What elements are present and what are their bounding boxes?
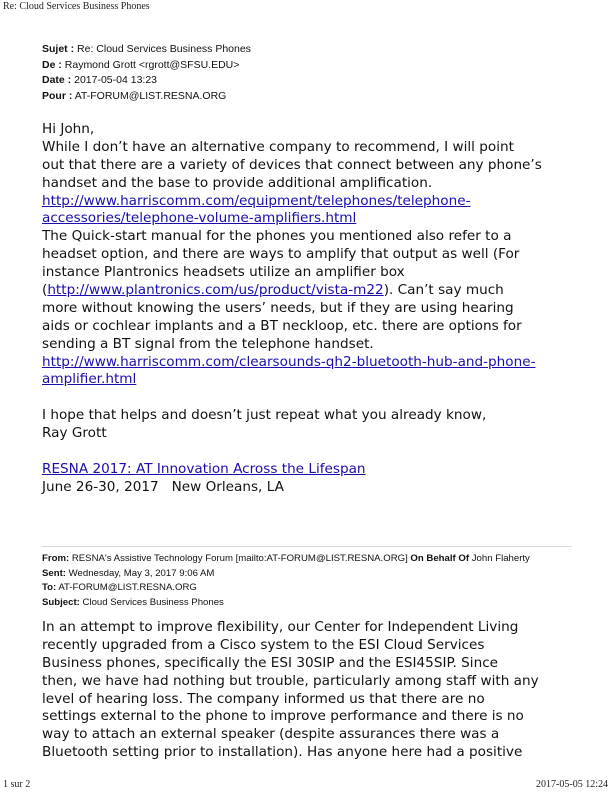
fwd-subject-value: Cloud Services Business Phones (82, 596, 224, 608)
subject-value: Re: Cloud Services Business Phones (77, 43, 251, 55)
fwd-to-value: AT-FORUM@LIST.RESNA.ORG (58, 582, 197, 594)
print-header-title: Re: Cloud Services Business Phones (3, 1, 150, 12)
body-text: ). Can’t say much (383, 282, 504, 299)
body-line: aids or cochlear implants and a BT neckloop, etc. there are options for (42, 317, 522, 334)
forward-divider (42, 546, 572, 547)
date-label: Date : (42, 74, 72, 86)
fwd-from-label: From: (42, 553, 70, 564)
body-line: settings external to the phone to improve performance and there is no (42, 708, 524, 725)
body-line: level of hearing loss. The company informed us that there are no (42, 690, 485, 707)
resna-2017-link[interactable]: RESNA 2017: AT Innovation Across the Lifespan (42, 460, 366, 477)
to-label: Pour : (42, 89, 73, 102)
fwd-behalf-label: On Behalf Of (410, 553, 470, 564)
fwd-subject-label: Subject: (42, 596, 80, 608)
greeting: Hi John, (42, 121, 95, 137)
signature: Ray Grott (42, 425, 107, 442)
fwd-to-label: To: (42, 582, 57, 594)
closing: I hope that helps and doesn’t just repeat what you already know, (42, 407, 487, 424)
body-line: In an attempt to improve flexibility, our Center for Independent Living (42, 619, 519, 635)
email-header (42, 42, 251, 104)
body-line: While I don’t have an alternative company to recommend, I will point (42, 138, 514, 155)
body-line: out that there are a variety of devices that connect between any phone’s (42, 156, 542, 173)
plantronics-link[interactable]: http://www.plantronics.com/us/product/vista-m22 (47, 282, 384, 299)
reply-body (42, 121, 582, 497)
body-line: Business phones, specifically the ESI 30SIP and the ESI45SIP. Since (42, 654, 499, 671)
to-row (42, 89, 251, 105)
body-line: handset and the base to provide additional amplification. (42, 174, 433, 191)
body-line: more without knowing the users’ needs, but if they are using hearing (42, 299, 514, 316)
body-line: recently upgraded from a Cisco system to the ESI Cloud Services (42, 636, 485, 653)
amplifiers-link-cont[interactable]: accessories/telephone-volume-amplifiers.html (42, 210, 357, 227)
body-line: headset option, and there are ways to amplify that output as well (For (42, 246, 520, 263)
body-line: The Quick-start manual for the phones you mentioned also refer to a (42, 228, 512, 245)
from-row (42, 58, 251, 74)
fwd-to-row (42, 581, 530, 596)
fwd-subject-row (42, 596, 530, 611)
body-line: then, we have had nothing but trouble, particularly among staff with any (42, 672, 539, 689)
amplifiers-link[interactable]: http://www.harriscomm.com/equipment/telephones/telephone- (42, 192, 471, 209)
forwarded-header (42, 552, 530, 610)
fwd-from-row (42, 552, 530, 567)
date-row (42, 73, 251, 89)
body-line: instance Plantronics headsets utilize an amplifier box (42, 264, 405, 281)
paren-open: ( (42, 282, 48, 299)
body-line: Bluetooth setting prior to installation). Has anyone here had a positive (42, 744, 523, 761)
body-line-with-link (42, 282, 582, 300)
fwd-behalf-value: John Flaherty (471, 553, 530, 564)
original-message-body (42, 619, 582, 762)
print-timestamp: 2017-05-05 12:24 (536, 779, 608, 790)
fwd-sent-row (42, 567, 530, 582)
event-details: June 26-30, 2017 New Orleans, LA (42, 478, 284, 495)
subject-row (42, 42, 251, 58)
body-line: sending a BT signal from the telephone handset. (42, 335, 374, 352)
fwd-sent-label: Sent: (42, 567, 66, 579)
clearsounds-link-cont[interactable]: amplifier.html (42, 371, 137, 388)
clearsounds-link[interactable]: http://www.harriscomm.com/clearsounds-qh2-bluetooth-hub-and-phone- (42, 353, 536, 370)
from-label: De : (42, 58, 62, 71)
fwd-sent-value: Wednesday, May 3, 2017 9:06 AM (68, 567, 215, 579)
page-number: 1 sur 2 (3, 779, 31, 790)
fwd-from-value: RESNA's Assistive Technology Forum [mailto:AT-FORUM@LIST.RESNA.ORG] (71, 553, 408, 564)
from-value: Raymond Grott <rgrott@SFSU.EDU> (64, 58, 240, 71)
subject-label: Sujet : (42, 43, 75, 55)
body-line: way to attach an external speaker (despite assurances there was a (42, 726, 500, 743)
to-value: AT-FORUM@LIST.RESNA.ORG (74, 89, 227, 102)
date-value: 2017-05-04 13:23 (74, 74, 158, 86)
